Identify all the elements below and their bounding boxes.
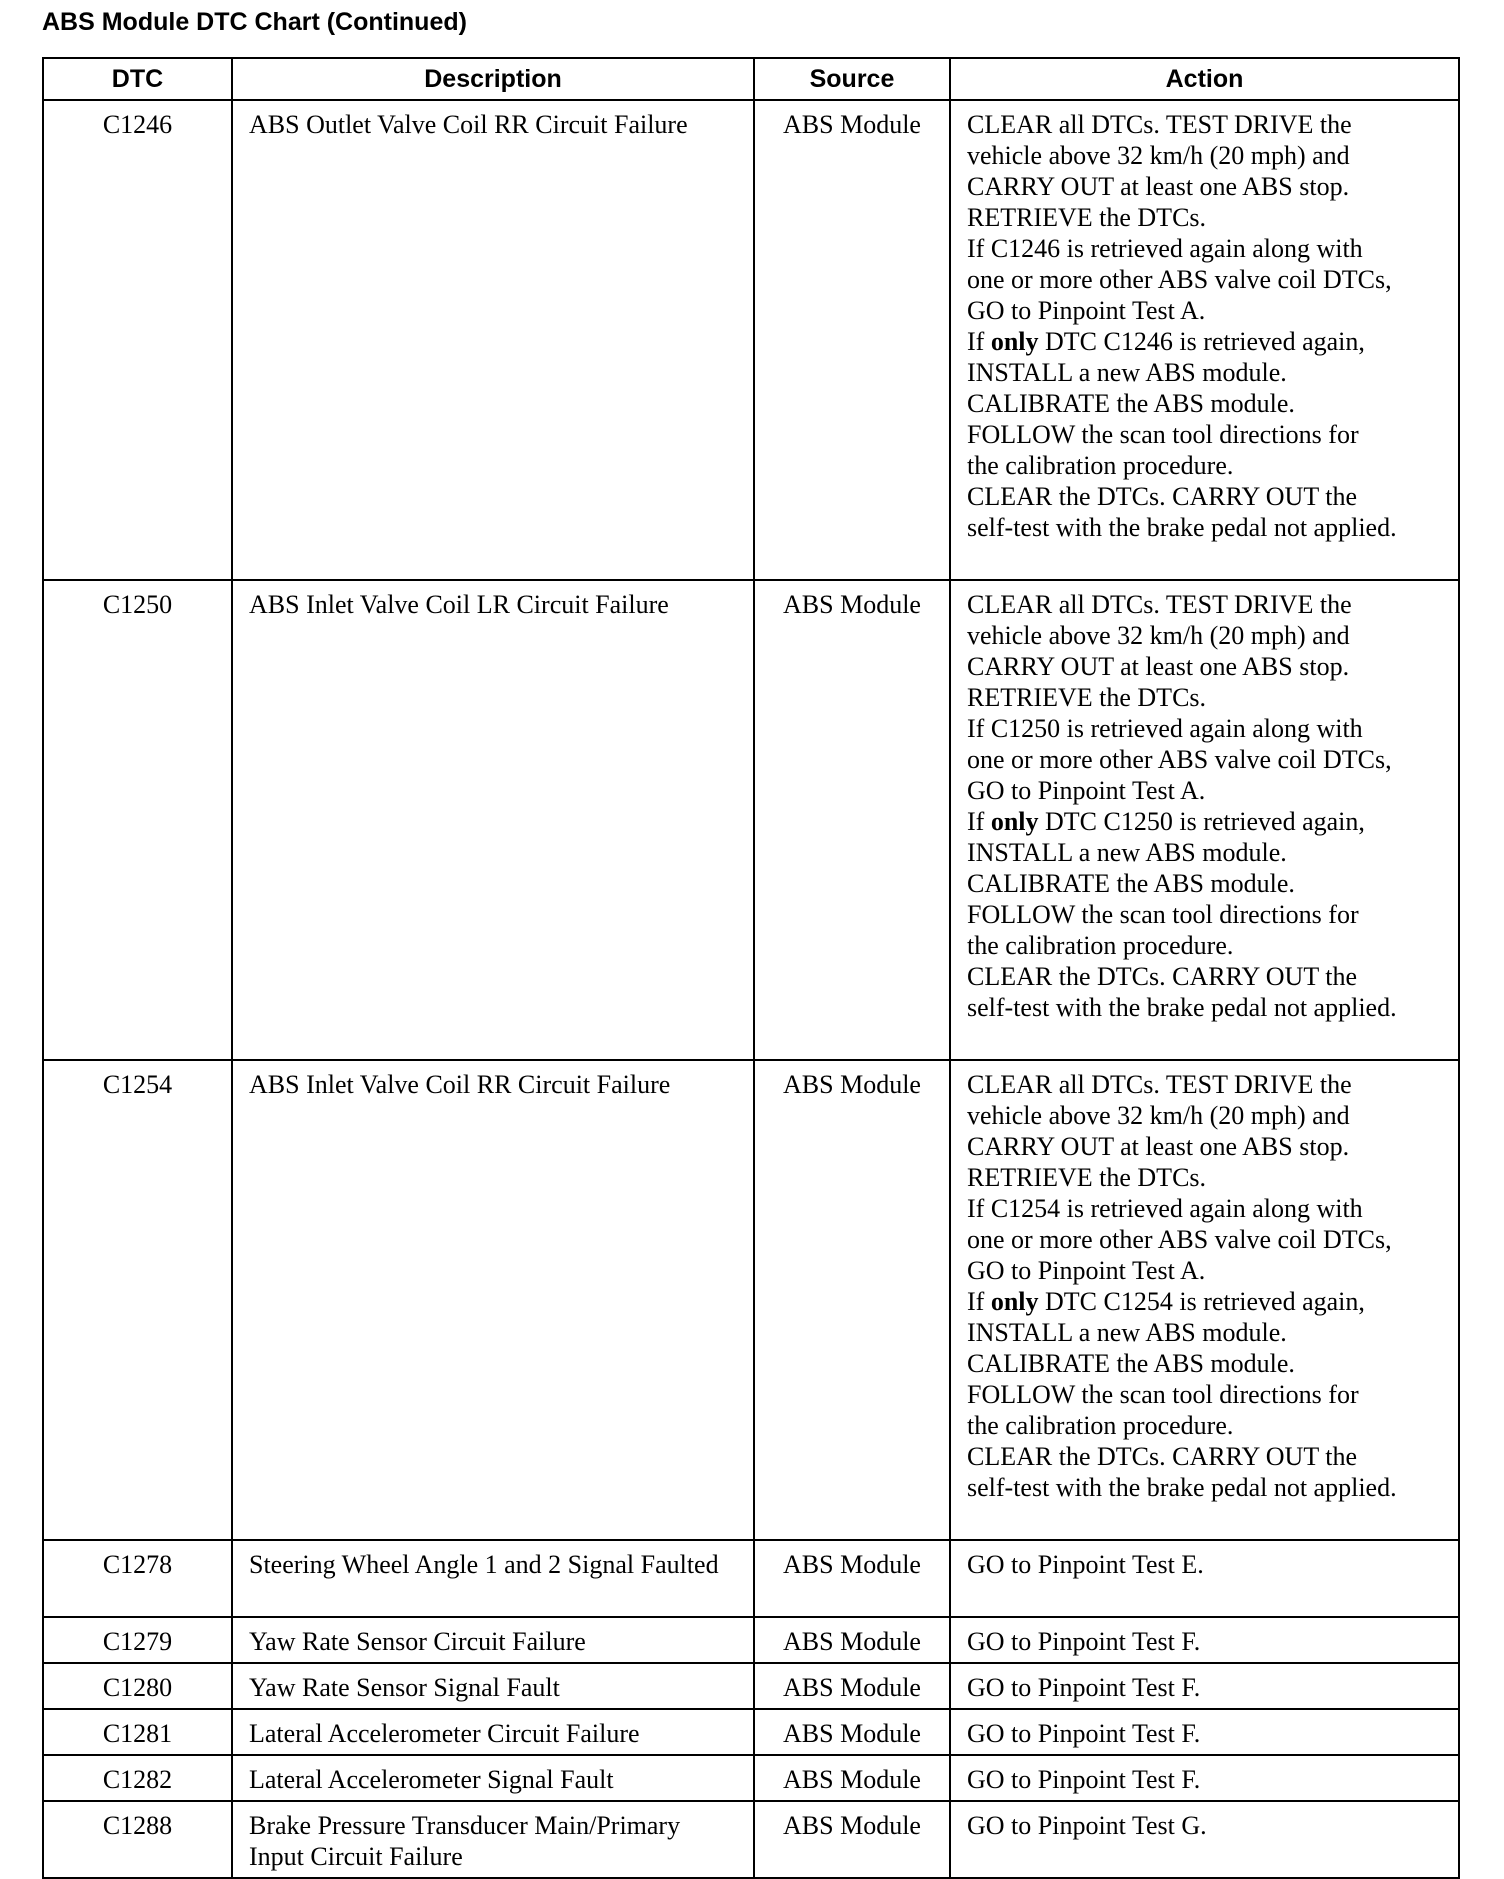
action-line: GO to Pinpoint Test F. <box>967 1719 1201 1748</box>
column-header-dtc: DTC <box>43 58 232 100</box>
action-line <box>967 326 1442 357</box>
action-line: FOLLOW the scan tool directions for <box>967 1380 1359 1409</box>
dtc-description: Steering Wheel Angle 1 and 2 Signal Faulted <box>232 1540 754 1617</box>
table-row <box>43 1801 1459 1878</box>
table-row <box>43 1060 1459 1540</box>
dtc-action <box>950 100 1459 580</box>
dtc-code: C1280 <box>43 1663 232 1709</box>
table-row <box>43 1617 1459 1663</box>
action-text: DTC C1254 is retrieved again, <box>1038 1287 1365 1316</box>
action-text: If <box>967 1287 991 1316</box>
action-line: CALIBRATE the ABS module. <box>967 389 1295 418</box>
action-line: If C1246 is retrieved again along with <box>967 234 1363 263</box>
dtc-action <box>950 1060 1459 1540</box>
dtc-action <box>950 580 1459 1060</box>
action-text: DTC C1246 is retrieved again, <box>1038 327 1365 356</box>
dtc-description: ABS Inlet Valve Coil RR Circuit Failure <box>232 1060 754 1540</box>
action-line: one or more other ABS valve coil DTCs, <box>967 745 1392 774</box>
dtc-description: ABS Inlet Valve Coil LR Circuit Failure <box>232 580 754 1060</box>
action-line: CARRY OUT at least one ABS stop. <box>967 652 1350 681</box>
action-line: one or more other ABS valve coil DTCs, <box>967 265 1392 294</box>
action-line: RETRIEVE the DTCs. <box>967 683 1207 712</box>
action-line: CALIBRATE the ABS module. <box>967 1349 1295 1378</box>
table-row <box>43 580 1459 1060</box>
action-line: INSTALL a new ABS module. <box>967 1318 1287 1347</box>
dtc-action <box>950 1617 1459 1663</box>
dtc-description: ABS Outlet Valve Coil RR Circuit Failure <box>232 100 754 580</box>
action-line: CARRY OUT at least one ABS stop. <box>967 172 1350 201</box>
dtc-code: C1278 <box>43 1540 232 1617</box>
action-line: CLEAR the DTCs. CARRY OUT the <box>967 1442 1358 1471</box>
action-text: If <box>967 327 991 356</box>
action-line: the calibration procedure. <box>967 451 1234 480</box>
dtc-source: ABS Module <box>754 1540 950 1617</box>
table-row <box>43 1755 1459 1801</box>
dtc-description: Lateral Accelerometer Signal Fault <box>232 1755 754 1801</box>
action-line: the calibration procedure. <box>967 1411 1234 1440</box>
dtc-source: ABS Module <box>754 1617 950 1663</box>
action-line: INSTALL a new ABS module. <box>967 358 1287 387</box>
dtc-action <box>950 1663 1459 1709</box>
action-line: CLEAR the DTCs. CARRY OUT the <box>967 482 1358 511</box>
action-line: RETRIEVE the DTCs. <box>967 203 1207 232</box>
table-body <box>43 100 1459 1878</box>
action-text: If <box>967 807 991 836</box>
dtc-action <box>950 1709 1459 1755</box>
dtc-description: Yaw Rate Sensor Signal Fault <box>232 1663 754 1709</box>
table-header-row <box>43 58 1459 100</box>
action-line: If C1254 is retrieved again along with <box>967 1194 1363 1223</box>
action-line: CLEAR all DTCs. TEST DRIVE the <box>967 110 1352 139</box>
dtc-source: ABS Module <box>754 1060 950 1540</box>
action-line: RETRIEVE the DTCs. <box>967 1163 1207 1192</box>
action-emphasis: only <box>990 807 1039 836</box>
action-line: self-test with the brake pedal not applied. <box>967 1473 1397 1502</box>
action-line: the calibration procedure. <box>967 931 1234 960</box>
dtc-description: Lateral Accelerometer Circuit Failure <box>232 1709 754 1755</box>
dtc-code: C1281 <box>43 1709 232 1755</box>
action-line: GO to Pinpoint Test A. <box>967 296 1206 325</box>
action-line: vehicle above 32 km/h (20 mph) and <box>967 1101 1350 1130</box>
action-line: vehicle above 32 km/h (20 mph) and <box>967 621 1350 650</box>
page-title: ABS Module DTC Chart (Continued) <box>42 8 467 36</box>
action-line: one or more other ABS valve coil DTCs, <box>967 1225 1392 1254</box>
action-line: CLEAR the DTCs. CARRY OUT the <box>967 962 1358 991</box>
dtc-source: ABS Module <box>754 1709 950 1755</box>
dtc-source: ABS Module <box>754 1663 950 1709</box>
action-line: CLEAR all DTCs. TEST DRIVE the <box>967 590 1352 619</box>
action-line: GO to Pinpoint Test G. <box>967 1811 1207 1840</box>
dtc-source: ABS Module <box>754 580 950 1060</box>
action-line: GO to Pinpoint Test A. <box>967 1256 1206 1285</box>
dtc-source: ABS Module <box>754 1755 950 1801</box>
action-line: If C1250 is retrieved again along with <box>967 714 1363 743</box>
action-line: CARRY OUT at least one ABS stop. <box>967 1132 1350 1161</box>
action-text: DTC C1250 is retrieved again, <box>1038 807 1365 836</box>
table-row <box>43 100 1459 580</box>
dtc-source: ABS Module <box>754 1801 950 1878</box>
action-line: CALIBRATE the ABS module. <box>967 869 1295 898</box>
table-row <box>43 1709 1459 1755</box>
dtc-description: Yaw Rate Sensor Circuit Failure <box>232 1617 754 1663</box>
dtc-code: C1254 <box>43 1060 232 1540</box>
action-line: GO to Pinpoint Test F. <box>967 1673 1201 1702</box>
dtc-source: ABS Module <box>754 100 950 580</box>
action-line: CLEAR all DTCs. TEST DRIVE the <box>967 1070 1352 1099</box>
column-header-source: Source <box>754 58 950 100</box>
dtc-description: Brake Pressure Transducer Main/Primary Input Circuit Failure <box>232 1801 754 1878</box>
action-line: self-test with the brake pedal not applied. <box>967 513 1397 542</box>
dtc-code: C1279 <box>43 1617 232 1663</box>
action-line: FOLLOW the scan tool directions for <box>967 420 1359 449</box>
table-row <box>43 1663 1459 1709</box>
action-line: vehicle above 32 km/h (20 mph) and <box>967 141 1350 170</box>
dtc-action <box>950 1801 1459 1878</box>
action-line: GO to Pinpoint Test E. <box>967 1550 1204 1579</box>
dtc-code: C1250 <box>43 580 232 1060</box>
action-line: self-test with the brake pedal not applied. <box>967 993 1397 1022</box>
action-line <box>967 806 1442 837</box>
dtc-action <box>950 1755 1459 1801</box>
dtc-table <box>42 57 1460 1879</box>
action-line: FOLLOW the scan tool directions for <box>967 900 1359 929</box>
action-emphasis: only <box>990 327 1039 356</box>
action-line: GO to Pinpoint Test F. <box>967 1627 1201 1656</box>
table-row <box>43 1540 1459 1617</box>
dtc-action <box>950 1540 1459 1617</box>
dtc-code: C1246 <box>43 100 232 580</box>
action-emphasis: only <box>990 1287 1039 1316</box>
dtc-code: C1288 <box>43 1801 232 1878</box>
action-line: GO to Pinpoint Test A. <box>967 776 1206 805</box>
column-header-description: Description <box>232 58 754 100</box>
dtc-code: C1282 <box>43 1755 232 1801</box>
action-line <box>967 1286 1442 1317</box>
action-line: INSTALL a new ABS module. <box>967 838 1287 867</box>
column-header-action: Action <box>950 58 1459 100</box>
action-line: GO to Pinpoint Test F. <box>967 1765 1201 1794</box>
